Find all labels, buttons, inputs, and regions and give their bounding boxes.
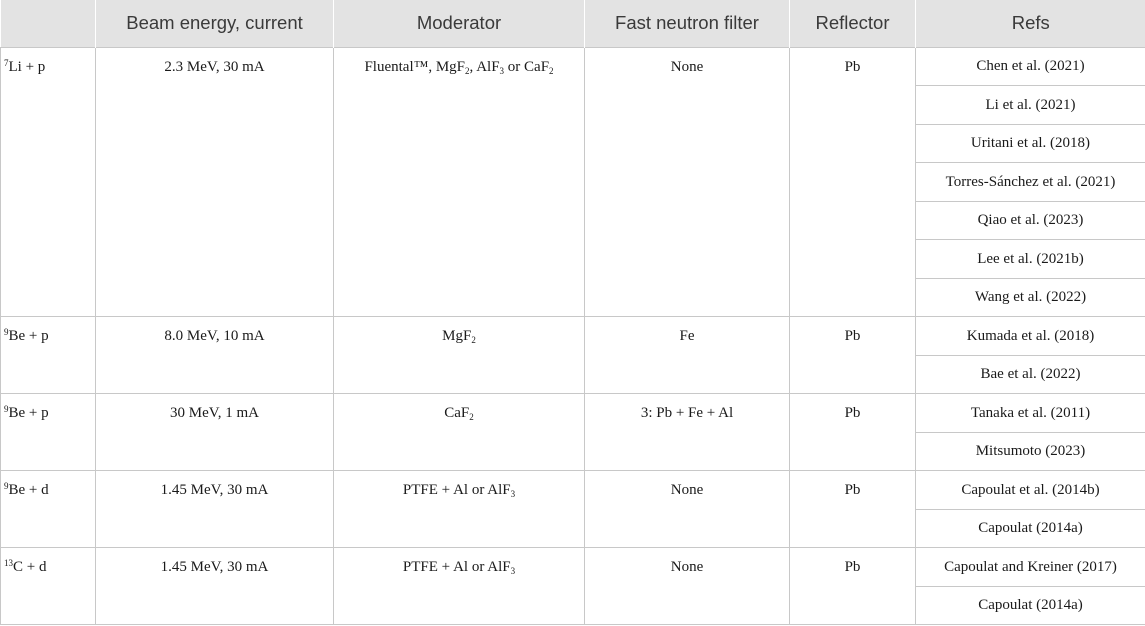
ref-cell: Capoulat (2014a): [916, 509, 1145, 548]
filter-cell: None: [585, 548, 790, 625]
reaction-label: Li + p: [8, 58, 46, 75]
beam-cell: 1.45 MeV, 30 mA: [96, 548, 334, 625]
moderator-cell: Fluental™, MgF$_2$, AlF$_3$ or CaF$_2$: [334, 47, 585, 317]
header-filter: Fast neutron filter: [585, 0, 790, 47]
reaction-cell: [1, 317, 96, 394]
reaction-label: Be + p: [8, 405, 49, 421]
reflector-cell: Pb: [790, 471, 916, 548]
mass-number: 9: [4, 481, 9, 491]
reflector-cell: Pb: [790, 47, 916, 317]
table-row: [1, 548, 1145, 587]
reaction-cell: [1, 394, 96, 471]
reflector-cell: Pb: [790, 394, 916, 471]
moderator-cell: PTFE + Al or AlF$_3$: [334, 548, 585, 625]
mass-number: 9: [4, 404, 9, 414]
reflector-cell: Pb: [790, 317, 916, 394]
beam-cell: 30 MeV, 1 mA: [96, 394, 334, 471]
reaction-cell: [1, 47, 96, 317]
table-row: [1, 47, 1145, 86]
header-moderator: Moderator: [334, 0, 585, 47]
mass-number: 7: [4, 57, 9, 68]
header-refs: Refs: [916, 0, 1145, 47]
ref-cell: Kumada et al. (2018): [916, 317, 1145, 356]
ref-cell: Chen et al. (2021): [916, 47, 1145, 86]
ref-cell: Li et al. (2021): [916, 86, 1145, 125]
beam-cell: 8.0 MeV, 10 mA: [96, 317, 334, 394]
table-header: [1, 0, 1145, 47]
ref-cell: Wang et al. (2022): [916, 278, 1145, 317]
moderator-cell: CaF$_2$: [334, 394, 585, 471]
reaction-label: C + d: [13, 559, 47, 575]
filter-cell: Fe: [585, 317, 790, 394]
header-beam: Beam energy, current: [96, 0, 334, 47]
ref-cell: Tanaka et al. (2011): [916, 394, 1145, 433]
table-row: [1, 394, 1145, 433]
reaction-label: Be + d: [8, 482, 49, 498]
reaction-cell: [1, 471, 96, 548]
table-row: [1, 317, 1145, 356]
beam-cell: 1.45 MeV, 30 mA: [96, 471, 334, 548]
header-reaction: [1, 0, 96, 47]
table-row: [1, 471, 1145, 510]
table-body: [1, 47, 1145, 625]
ref-cell: Torres-Sánchez et al. (2021): [916, 163, 1145, 202]
filter-cell: None: [585, 47, 790, 317]
mass-number: 13: [4, 558, 13, 568]
ref-cell: Capoulat and Kreiner (2017): [916, 548, 1145, 587]
header-reflector: Reflector: [790, 0, 916, 47]
ref-cell: Mitsumoto (2023): [916, 432, 1145, 471]
reflector-cell: Pb: [790, 548, 916, 625]
moderator-cell: PTFE + Al or AlF$_3$: [334, 471, 585, 548]
ref-cell: Capoulat et al. (2014b): [916, 471, 1145, 510]
ref-cell: Qiao et al. (2023): [916, 201, 1145, 240]
beam-cell: 2.3 MeV, 30 mA: [96, 47, 334, 317]
moderator-cell: MgF$_2$: [334, 317, 585, 394]
ref-cell: Capoulat (2014a): [916, 586, 1145, 625]
filter-cell: 3: Pb + Fe + Al: [585, 394, 790, 471]
reaction-label: Be + p: [8, 328, 49, 344]
ref-cell: Lee et al. (2021b): [916, 240, 1145, 279]
mass-number: 9: [4, 327, 9, 337]
filter-cell: None: [585, 471, 790, 548]
ref-cell: Bae et al. (2022): [916, 355, 1145, 394]
ref-cell: Uritani et al. (2018): [916, 124, 1145, 163]
header-row: [1, 0, 1145, 47]
reaction-cell: [1, 548, 96, 625]
